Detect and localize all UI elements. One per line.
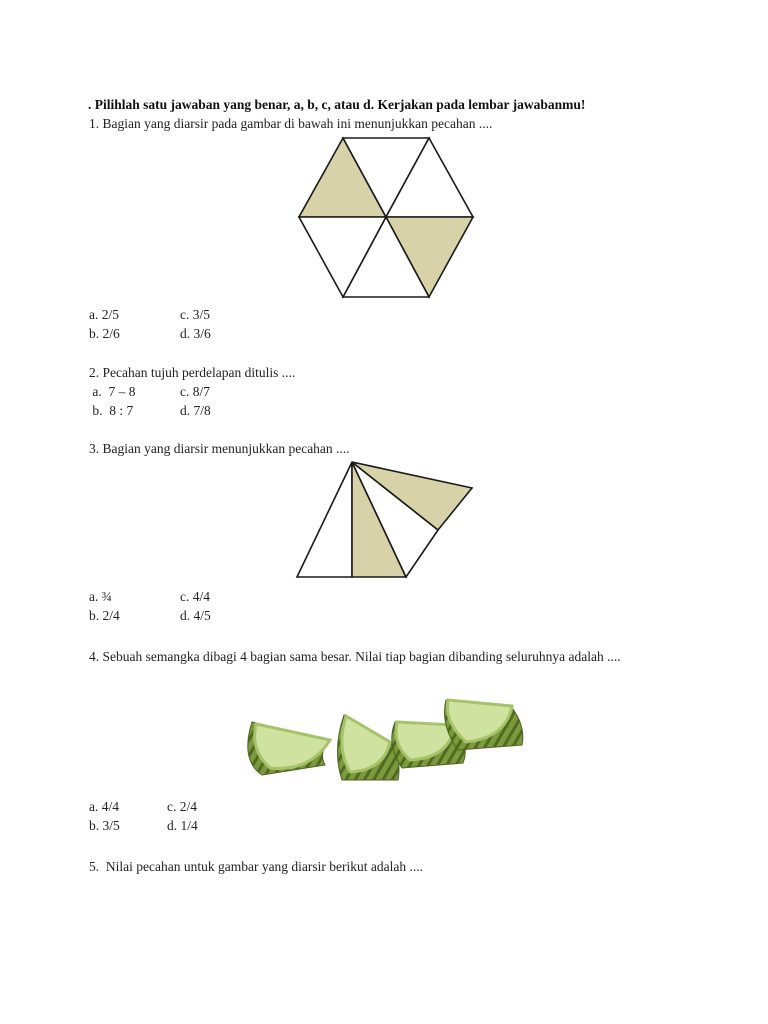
question-2-text: Pecahan tujuh perdelapan ditulis .... xyxy=(102,365,296,380)
q2-option-c[interactable]: c. 8/7 xyxy=(180,384,210,399)
question-1-number: 1. xyxy=(89,116,100,131)
q4-option-d[interactable]: d. 1/4 xyxy=(167,818,198,833)
question-5 xyxy=(89,859,423,875)
question-5-number: 5. xyxy=(89,859,100,874)
question-3-number: 3. xyxy=(89,441,100,456)
q3-option-c[interactable]: c. 4/4 xyxy=(180,589,210,604)
question-2-number: 2. xyxy=(89,365,100,380)
q1-option-b[interactable]: b. 2/6 xyxy=(89,326,120,341)
q4-option-b[interactable]: b. 3/5 xyxy=(89,818,120,833)
watermelon-slice-2 xyxy=(337,715,399,780)
question-4-number: 4. xyxy=(89,649,100,664)
question-1-text: Bagian yang diarsir pada gambar di bawah ini menunjukkan pecahan .... xyxy=(102,116,493,131)
q3-option-a[interactable]: a. ¾ xyxy=(89,589,112,604)
q2-option-b[interactable]: b. 8 : 7 xyxy=(89,403,134,418)
question-4-text: Sebuah semangka dibagi 4 bagian sama besar. Nilai tiap bagian dibanding seluruhnya adalah .... xyxy=(102,649,621,664)
q3-option-d[interactable]: d. 4/5 xyxy=(180,608,211,623)
watermelon-slice-4 xyxy=(445,700,523,750)
q1-option-a[interactable]: a. 2/5 xyxy=(89,307,119,322)
q4-option-c[interactable]: c. 2/4 xyxy=(167,799,197,814)
q1-option-c[interactable]: c. 3/5 xyxy=(180,307,210,322)
q1-option-d[interactable]: d. 3/6 xyxy=(180,326,211,341)
instruction-heading: . Pilihlah satu jawaban yang benar, a, b, c, atau d. Kerjakan pada lembar jawabanmu! xyxy=(88,97,586,112)
q2-option-a[interactable]: a. 7 – 8 xyxy=(89,384,136,399)
question-5-text: Nilai pecahan untuk gambar yang diarsir berikut adalah .... xyxy=(99,859,424,874)
question-3-text: Bagian yang diarsir menunjukkan pecahan .... xyxy=(99,441,350,456)
q4-option-a[interactable]: a. 4/4 xyxy=(89,799,119,814)
q2-option-d[interactable]: d. 7/8 xyxy=(180,403,211,418)
q3-option-b[interactable]: b. 2/4 xyxy=(89,608,120,623)
watermelon-slice-1 xyxy=(248,722,330,775)
